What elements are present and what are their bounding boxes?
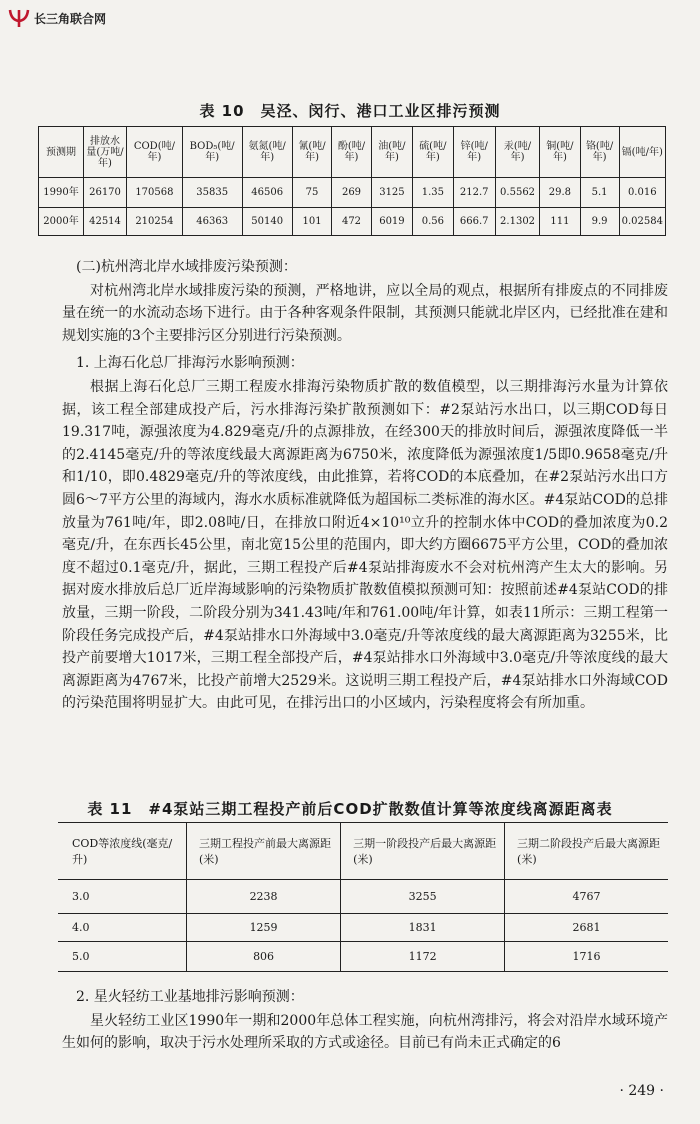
paragraph: 对杭州湾北岸水域排废污染的预测，严格地讲，应以全局的观点，根据所有排废点的不同排废量在统一的水流动态场下进行。由于各种客观条件限制，其预测只能就北岸区内，已经批准在建和规划实施的3个主要排污区分别进行污染预测。 (62, 283, 668, 344)
table11 (58, 822, 668, 972)
table11-cell: 1259 (187, 914, 341, 942)
table10-cell: 210254 (127, 208, 183, 236)
table10-cell: 2000年 (39, 208, 84, 236)
table10-cell: 1.35 (413, 178, 453, 208)
table11-cell: 2681 (505, 914, 668, 942)
table10-row (39, 178, 666, 208)
table10-title: 表 10 吴泾、闵行、港口工业区排污预测 (199, 102, 501, 120)
table10-cell: 472 (332, 208, 371, 236)
table10-cell: 9.9 (580, 208, 619, 236)
section-heading: (二)杭州湾北岸水域排废污染预测： (76, 259, 297, 275)
table11-header: 三期二阶段投产后最大离源距(米) (505, 823, 668, 880)
table10-cell: 101 (292, 208, 331, 236)
table10-cell: 42514 (84, 208, 127, 236)
table10-header: 汞(吨/年) (495, 127, 539, 178)
site-logo (8, 8, 106, 28)
table10-cell: 35835 (182, 178, 242, 208)
table10-cell: 50140 (242, 208, 292, 236)
table10-header: 油(吨/年) (371, 127, 412, 178)
table11-row (58, 914, 668, 942)
table10-cell: 5.1 (580, 178, 619, 208)
table11-header-row (58, 823, 668, 880)
table10-cell: 6019 (371, 208, 412, 236)
table10-header: 铬(吨/年) (580, 127, 619, 178)
table10-header: 镉(吨/年) (619, 127, 665, 178)
table10-cell: 3125 (371, 178, 412, 208)
table11-cell: 4.0 (58, 914, 187, 942)
page-number: · 249 · (619, 1083, 664, 1099)
table10-cell: 212.7 (453, 178, 495, 208)
table10-header: 氰(吨/年) (292, 127, 331, 178)
table10-cell: 111 (540, 208, 580, 236)
table11-row (58, 942, 668, 972)
table10-cell: 75 (292, 178, 331, 208)
table10-cell: 170568 (127, 178, 183, 208)
subsection-heading: 1. 上海石化总厂排海污水影响预测： (76, 355, 304, 371)
paragraph: 星火轻纺工业区1990年一期和2000年总体工程实施，向杭州湾排污，将会对沿岸水域环境产生如何的影响，取决于污水处理所采取的方式或途径。目前已有尚未正式确定的6 (62, 1013, 668, 1052)
table10-header: 排放水量(万吨/年) (84, 127, 127, 178)
table10-header: 酚(吨/年) (332, 127, 371, 178)
table10-cell: 26170 (84, 178, 127, 208)
trident-logo-icon (8, 8, 30, 28)
table10-header: COD(吨/年) (127, 127, 183, 178)
table11-cell: 5.0 (58, 942, 187, 972)
table10-cell: 269 (332, 178, 371, 208)
table11-cell: 3.0 (58, 880, 187, 914)
table10-row (39, 208, 666, 236)
table10-cell: 29.8 (540, 178, 580, 208)
table10-header: 氨氮(吨/年) (242, 127, 292, 178)
table10-header: 硫(吨/年) (413, 127, 453, 178)
table11-cell: 1172 (341, 942, 505, 972)
table10-header-row (39, 127, 666, 178)
table10-header: 预测期 (39, 127, 84, 178)
table10-header: 铜(吨/年) (540, 127, 580, 178)
table10-cell: 0.56 (413, 208, 453, 236)
subsection-heading: 2. 星火轻纺工业基地排污影响预测： (76, 989, 304, 1005)
table10-cell: 2.1302 (495, 208, 539, 236)
table10-cell: 0.02584 (619, 208, 665, 236)
table11-cell: 806 (187, 942, 341, 972)
table11-header: COD等浓度线(毫克/升) (58, 823, 187, 880)
table11-header: 三期一阶段投产后最大离源距(米) (341, 823, 505, 880)
table11-cell: 3255 (341, 880, 505, 914)
table11-cell: 4767 (505, 880, 668, 914)
table10-header: 锌(吨/年) (453, 127, 495, 178)
table10-cell: 0.5562 (495, 178, 539, 208)
table11-row (58, 880, 668, 914)
table10 (38, 126, 666, 236)
table11-cell: 1831 (341, 914, 505, 942)
table10-cell: 46363 (182, 208, 242, 236)
table10-cell: 666.7 (453, 208, 495, 236)
table10-header: BOD₅(吨/年) (182, 127, 242, 178)
table11-header: 三期工程投产前最大离源距(米) (187, 823, 341, 880)
table11-cell: 2238 (187, 880, 341, 914)
table11-cell: 1716 (505, 942, 668, 972)
paragraph: 根据上海石化总厂三期工程废水排海污染物质扩散的数值模型，以三期排海污水量为计算依据，该工程全部建成投产后，污水排海污染扩散预测如下：#2泵站污水出口，以三期COD每日19.317吨，源强浓度为4.829毫克/升的点源排放，在经300天的排放时间后，源强浓度降低一半的2.4145毫克/升的等浓度线最大离源距离为6750米，浓度降低为源强浓度1/5即0.9658毫克/升和1/10，即0.4829毫克/升的等浓度线，由此推算，若将COD的本底叠加，在#2泵站污水出口方圆6～7平方公里的海域内，海水水质标准就降低为超国标二类标准的海水区。#4泵站COD的总排放量为761吨/年，即2.08吨/日，在排放口附近4×10¹⁰立升的控制水体中COD的叠加浓度为0.2毫克/升，在东西长45公里，南北宽15公里的范围内，即大约方圈6675平方公里，COD的叠加浓度不超过0.1毫克/升，据此，三期工程投产后#4泵站排海废水不会对杭州湾产生太大的影响。另据对废水排放后总厂近岸海域影响的污染物质扩散数值模拟预测可知：按照前述#4泵站COD的排放量，三期一阶段，二阶段分别为341.43吨/年和761.00吨/年计算，如表11所示：三期工程第一阶段任务完成投产后，#4泵站排水口外海域中3.0毫克/升等浓度线的最大离源距离为3255米，比投产前要增大1017米，三期工程全部投产后，#4泵站排水口外海域中3.0毫克/升等浓度线的最大离源距离为4767米，比投产前增大2529米。这说明三期工程投产后，#4泵站排水口外海域COD的污染范围将明显扩大。由此可见，在排污出口的小区域内，污染程度将会有所加重。 (62, 379, 668, 712)
table10-cell: 46506 (242, 178, 292, 208)
table10-cell: 0.016 (619, 178, 665, 208)
table10-cell: 1990年 (39, 178, 84, 208)
logo-text: 长三角联合网 (34, 11, 107, 26)
table11-title: 表 11 #4泵站三期工程投产前后COD扩散数值计算等浓度线离源距离表 (87, 800, 613, 818)
